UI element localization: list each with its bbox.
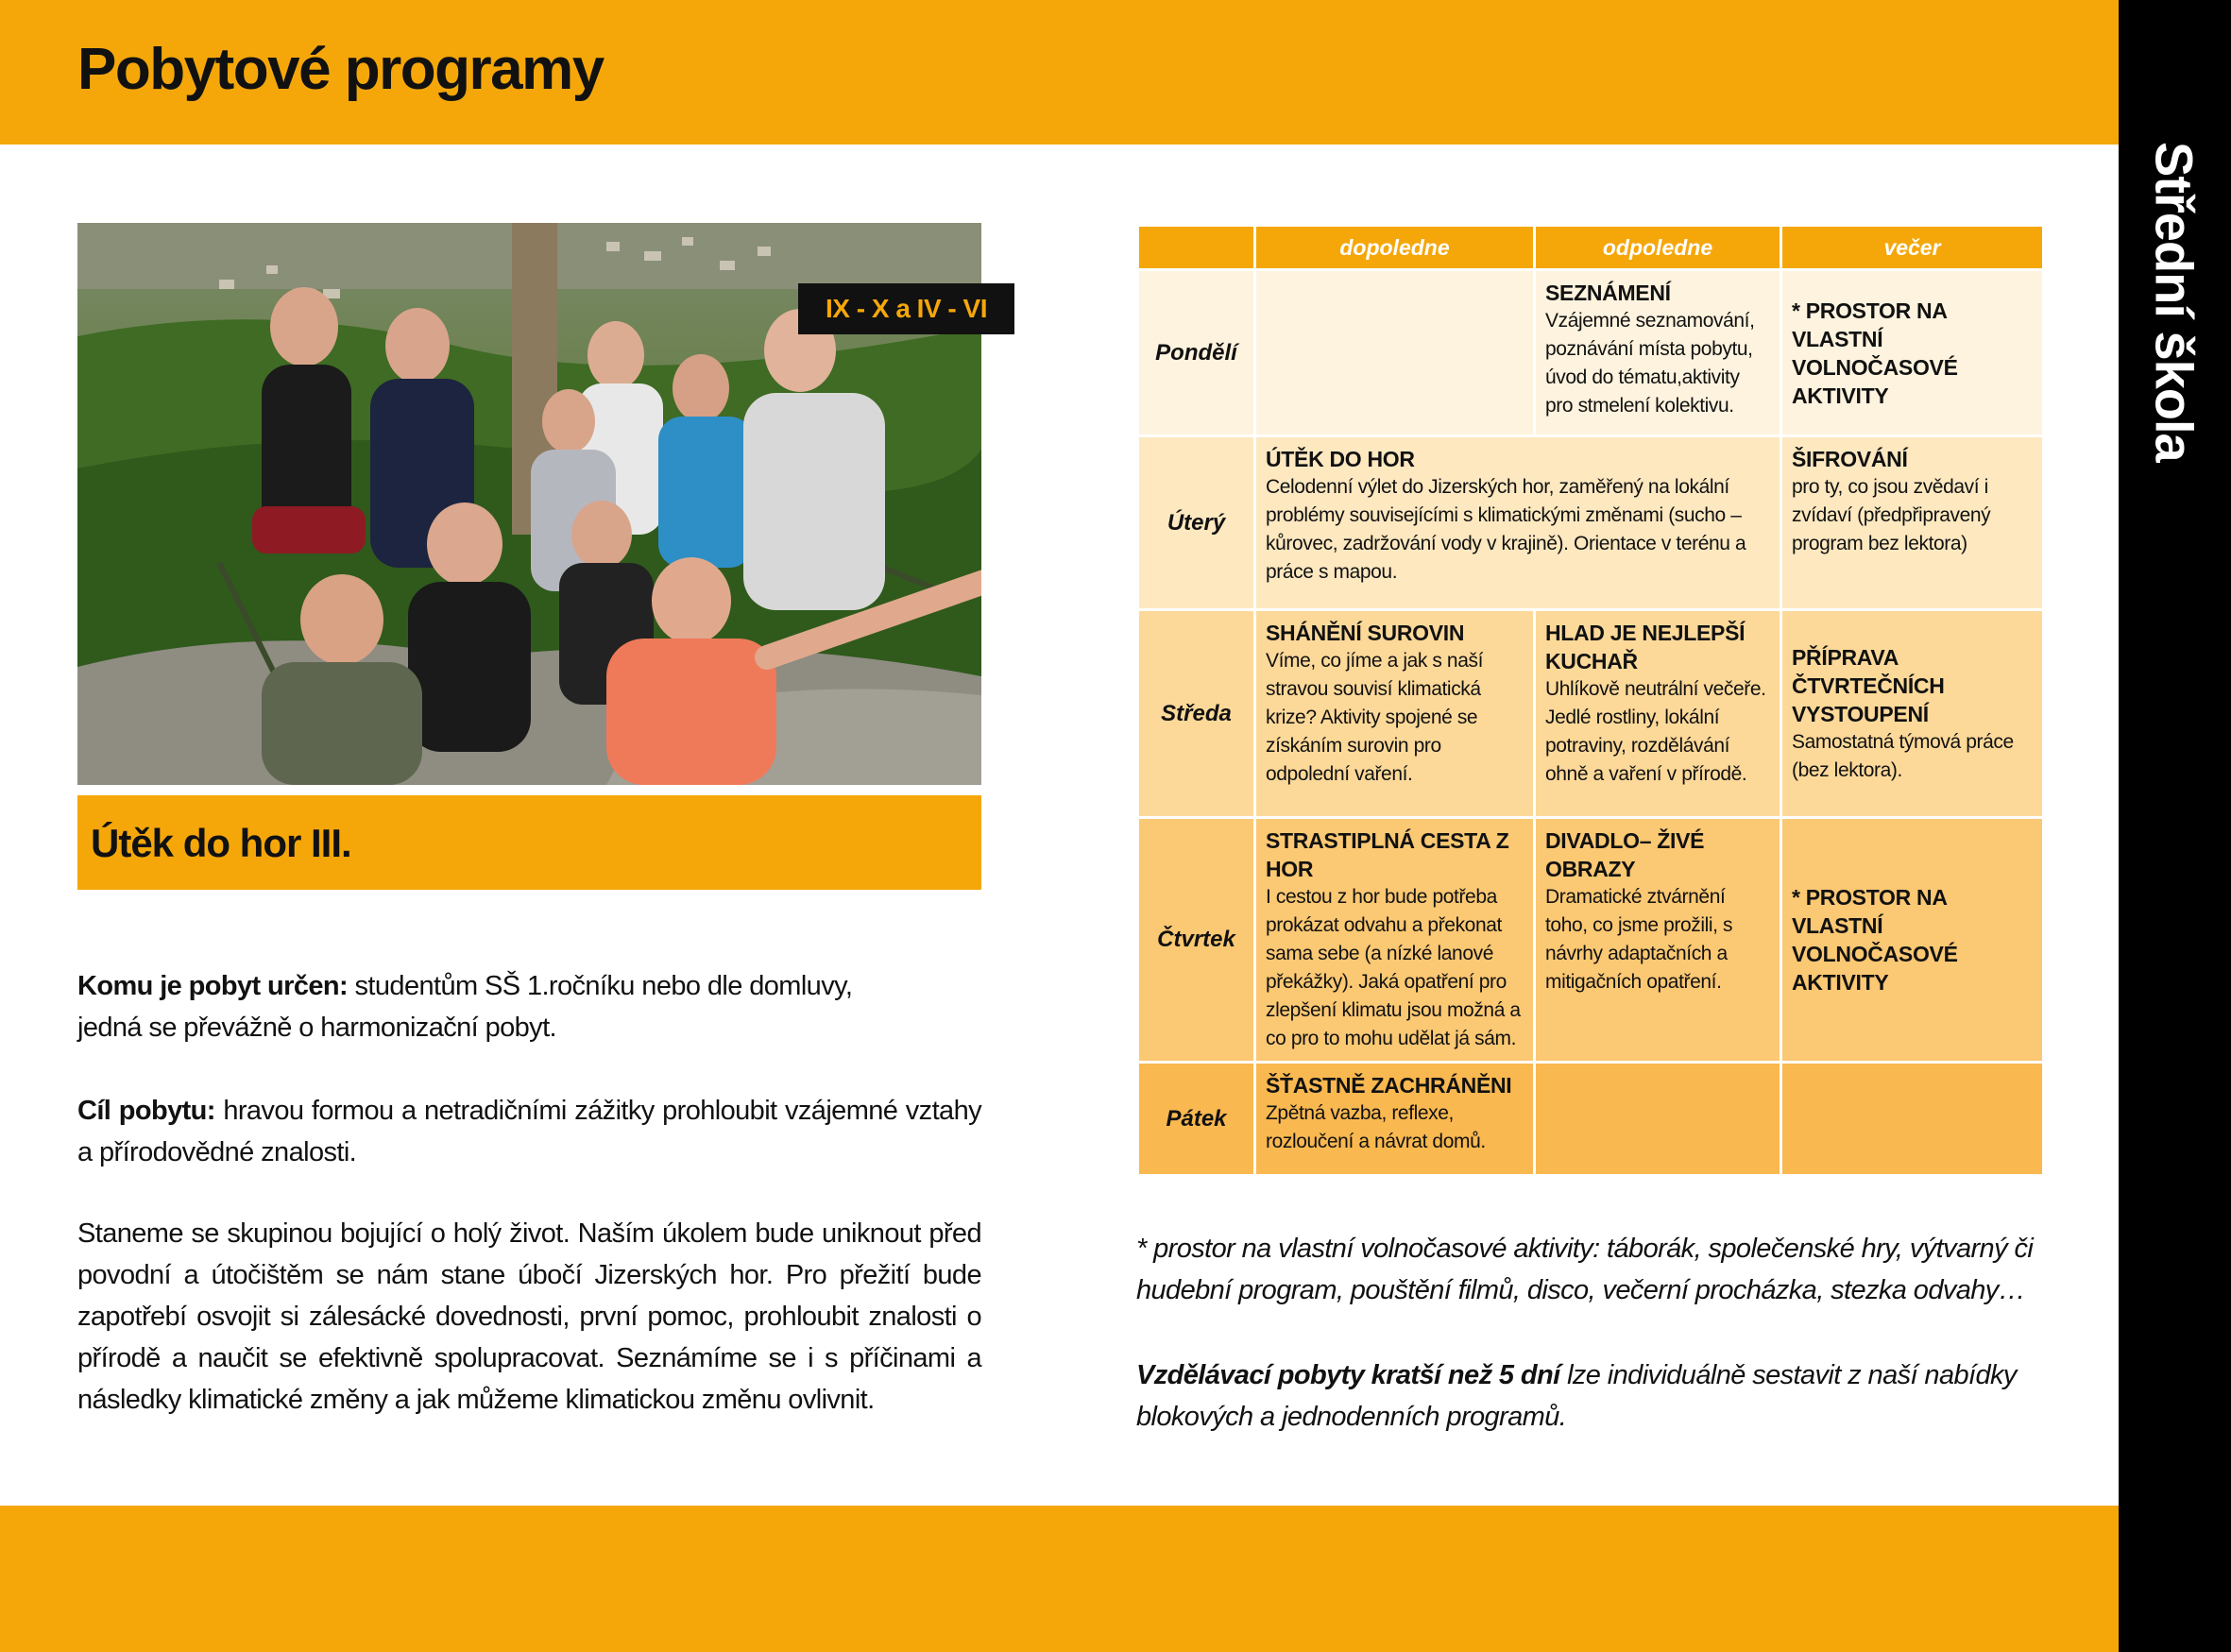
full-day-cell bbox=[1255, 436, 1781, 610]
schedule-table bbox=[1136, 224, 2045, 1177]
goal-text: hravou formou a netradičními zážitky prohloubit vzájemné vztahy a přírodovědné znalosti. bbox=[77, 1096, 981, 1167]
cell-body: Uhlíkově neutrální večeře. Jedlé rostliny, lokální potraviny, rozdělávání ohně a vaření v přírodě. bbox=[1545, 678, 1766, 785]
description-paragraph: Staneme se skupinou bojující o holý život. Naším úkolem bude uniknout před povodní a útočištěm se nám stane úbočí Jizerských hor. Pro přežití bude zapotřebí osvojit si zálesácké dovednosti, první pomoc, prohloubit znalosti o přírodě a naučit se efektivně spolupracovat. Seznámíme se i s příčinami a následky klimatické změny a jak můžeme klimatickou změnu ovlivnit. bbox=[77, 1218, 981, 1415]
schedule-row-monday bbox=[1138, 270, 2044, 436]
goal-label: Cíl pobytu: bbox=[77, 1096, 215, 1126]
afternoon-cell bbox=[1535, 818, 1781, 1063]
page-title: Pobytové programy bbox=[77, 37, 604, 102]
short-stays-note bbox=[1136, 1354, 2042, 1438]
program-title-box bbox=[77, 795, 981, 890]
schedule-header-row bbox=[1138, 226, 2044, 270]
cell-title: PŘÍPRAVA ČTVRTEČNÍCH VYSTOUPENÍ bbox=[1792, 644, 1945, 726]
cell-title: ŠIFROVÁNÍ bbox=[1792, 447, 1908, 471]
cell-title: DIVADLO– ŽIVÉ OBRAZY bbox=[1545, 828, 1705, 881]
target-text-2: jedná se převážně o harmonizační pobyt. bbox=[77, 1013, 556, 1043]
target-paragraph bbox=[77, 965, 981, 1048]
cell-title: * PROSTOR NA VLASTNÍ VOLNOČASOVÉ AKTIVITY bbox=[1792, 298, 1958, 408]
afternoon-cell bbox=[1535, 270, 1781, 436]
short-stays-label: Vzdělávací pobyty kratší než 5 dní bbox=[1136, 1360, 1560, 1390]
evening-cell bbox=[1781, 436, 2044, 610]
day-cell: Úterý bbox=[1138, 436, 1255, 610]
cell-title: ÚTĚK DO HOR bbox=[1266, 447, 1415, 471]
morning-cell bbox=[1255, 1063, 1535, 1176]
schedule-row-wednesday bbox=[1138, 610, 2044, 818]
cell-title: ŠŤASTNĚ ZACHRÁNĚNI bbox=[1266, 1073, 1512, 1098]
schedule-row-thursday bbox=[1138, 818, 2044, 1063]
morning-cell bbox=[1255, 610, 1535, 818]
cell-body: I cestou z hor bude potřeba prokázat odvahu a překonat sama sebe (a nízké lanové překážky). Jaká opatření pro zlepšení klimatu jsou možná a co pro to mohu udělat já sám. bbox=[1266, 886, 1521, 1049]
cell-title: SEZNÁMENÍ bbox=[1545, 281, 1671, 305]
header-cell-evening: večer bbox=[1781, 226, 2044, 270]
day-cell: Pondělí bbox=[1138, 270, 1255, 436]
target-label: Komu je pobyt určen: bbox=[77, 971, 349, 1001]
day-cell: Pátek bbox=[1138, 1063, 1255, 1176]
morning-cell bbox=[1255, 818, 1535, 1063]
cell-title: STRASTIPLNÁ CESTA Z HOR bbox=[1266, 828, 1509, 881]
footnote: * prostor na vlastní volnočasové aktivity: táborák, společenské hry, výtvarný či hudební program, pouštění filmů, disco, večerní procházka, stezka odvahy… bbox=[1136, 1234, 2034, 1305]
schedule-row-friday bbox=[1138, 1063, 2044, 1176]
short-stays-text: lze individuálně sestavit z naší nabídky blokových a jednodenních programů. bbox=[1136, 1360, 2017, 1432]
cell-body: Samostatná týmová práce (bez lektora). bbox=[1792, 730, 2014, 781]
age-badge: IX - X a IV - VI bbox=[798, 283, 1014, 334]
cell-body: pro ty, co jsou zvědaví i zvídaví (předpřipravený program bez lektora) bbox=[1792, 476, 1991, 554]
afternoon-cell bbox=[1535, 1063, 1781, 1176]
afternoon-cell bbox=[1535, 610, 1781, 818]
evening-cell bbox=[1781, 270, 2044, 436]
program-title: Útěk do hor III. bbox=[91, 821, 351, 865]
cell-title: SHÁNĚNÍ SUROVIN bbox=[1266, 621, 1465, 645]
evening-cell bbox=[1781, 1063, 2044, 1176]
cell-body: Dramatické ztvárnění toho, co jsme prožili, s návrhy adaptačních a mitigačních opatření. bbox=[1545, 886, 1733, 993]
cell-body: Vzájemné seznamování, poznávání místa pobytu, úvod do tématu,aktivity pro stmelení kolektivu. bbox=[1545, 310, 1755, 417]
day-cell: Středa bbox=[1138, 610, 1255, 818]
sidebar-label-wrap bbox=[2119, 142, 2231, 463]
evening-cell bbox=[1781, 818, 2044, 1063]
morning-cell bbox=[1255, 270, 1535, 436]
cell-body: Celodenní výlet do Jizerských hor, zaměřený na lokální problémy souvisejícími s klimatickými změnami (sucho – kůrovec, zadržování vody v krajině). Orientace v terénu a práce s mapou. bbox=[1266, 476, 1746, 583]
target-text: studentům SŠ 1.ročníku nebo dle domluvy, bbox=[348, 971, 853, 1001]
schedule-row-tuesday bbox=[1138, 436, 2044, 610]
cell-body: Zpětná vazba, reflexe, rozloučení a návrat domů. bbox=[1266, 1102, 1486, 1152]
cell-title: * PROSTOR NA VLASTNÍ VOLNOČASOVÉ AKTIVITY bbox=[1792, 885, 1958, 995]
header-cell-afternoon: odpoledne bbox=[1535, 226, 1781, 270]
cell-title: HLAD JE NEJLEPŠÍ KUCHAŘ bbox=[1545, 621, 1746, 673]
header-cell-empty bbox=[1138, 226, 1255, 270]
evening-cell bbox=[1781, 610, 2044, 818]
footer-bar bbox=[0, 1506, 2119, 1652]
day-cell: Čtvrtek bbox=[1138, 818, 1255, 1063]
sidebar-label: Střední škola bbox=[2144, 142, 2205, 462]
header-cell-morning: dopoledne bbox=[1255, 226, 1535, 270]
cell-body: Víme, co jíme a jak s naší stravou souvisí klimatická krize? Aktivity spojené se získáním surovin pro odpolední vaření. bbox=[1266, 650, 1484, 785]
goal-paragraph bbox=[77, 1090, 981, 1173]
